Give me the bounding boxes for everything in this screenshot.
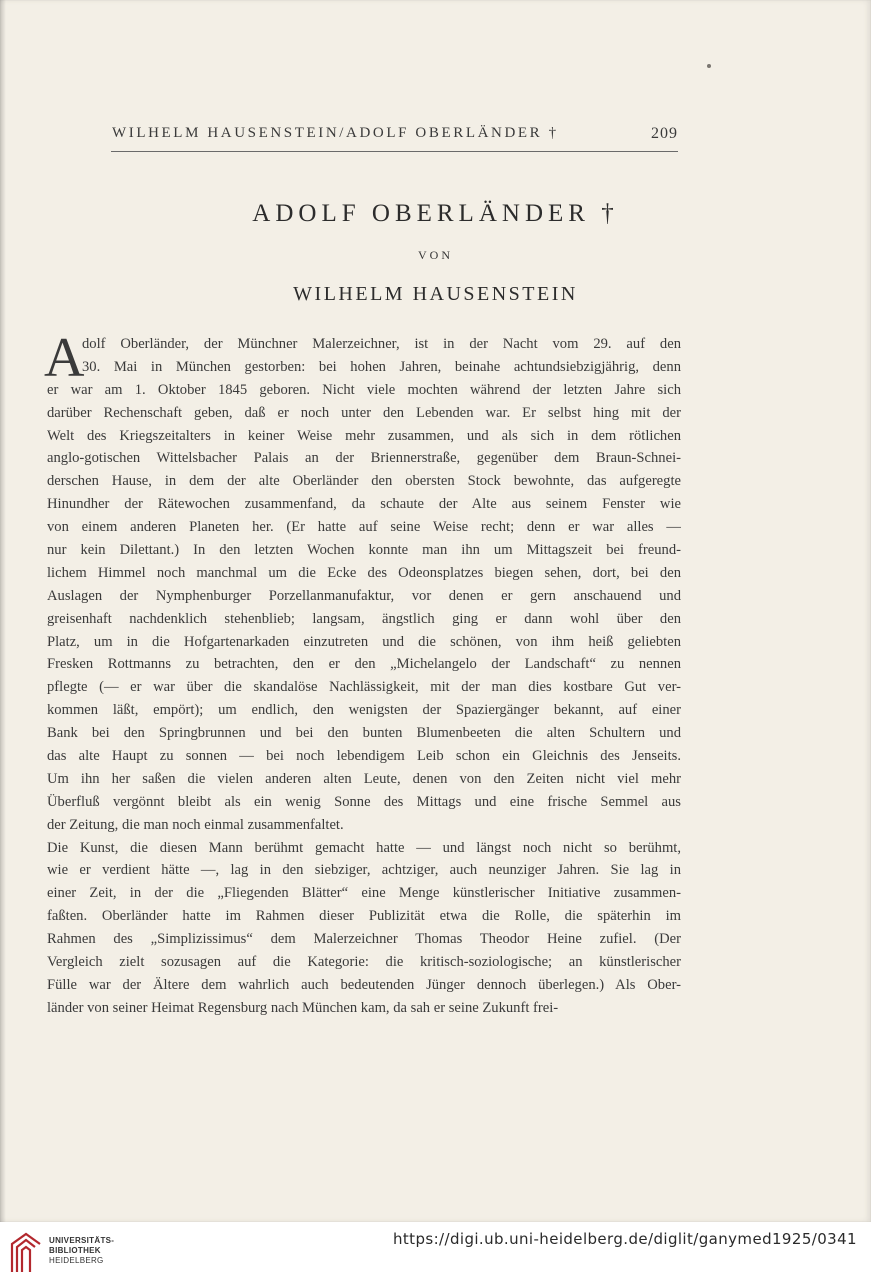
library-logo-text [49,1236,114,1266]
body-line: faßten. Oberländer hatte im Rahmen dieser Publizität etwa die Rolle, die späterhin im [47,908,681,925]
logo-line-1: UNIVERSITÄTS- [49,1236,115,1245]
page-number: 209 [651,125,678,142]
body-line: Fresken Rottmanns zu betrachten, den er den „Michelangelo der Landschaft“ zu nennen [47,656,681,673]
body-line: Rahmen des „Simplizissimus“ dem Malerzeichner Thomas Theodor Heine zufiel. (Der [47,931,681,948]
body-line: Bank bei den Springbrunnen und bei den bunten Blumenbeeten die alten Schultern und [47,725,681,742]
article-author: WILHELM HAUSENSTEIN [293,283,578,305]
page-shadow-edge [0,0,6,1222]
body-line: länder von seiner Heimat Regensburg nach München kam, da sah er seine Zukunft frei- [47,999,559,1016]
body-line: greisenhaft nachdenklich stehenblieb; langsam, ängstlich ging er dann wohl über den [47,610,681,627]
university-library-logo-icon [8,1230,44,1274]
body-line: wie er verdient hätte —, lag in den siebziger, achtziger, auch neunziger Jahren. Sie lag in [47,862,681,879]
paper-spot [707,64,711,68]
viewer-footer [0,1222,871,1283]
body-line: Die Kunst, die diesen Mann berühmt gemacht hatte — und längst noch nicht so berühmt, [47,839,681,856]
body-line: kommen läßt, empört); um endlich, den wenigsten der Spaziergänger bekannt, auf einer [47,702,681,719]
body-line: von einem anderen Planeten her. (Er hatte auf seine Weise recht; denn er war alles — [47,519,681,536]
body-line: Hinundher der Rätewochen zusammenfand, da schaute der Alte aus seinem Fenster wie [47,496,681,513]
body-line: Überfluß vergönnt bleibt als ein wenig Sonne des Mittags und eine frische Semmel aus [47,793,681,810]
article-body [44,327,681,1020]
body-line: darüber Rechenschaft geben, daß er noch unter den Lebenden war. Er selbst hing mit der [47,404,681,421]
article-title: ADOLF OBERLÄNDER † [252,200,619,227]
body-line: dolf Oberländer, der Münchner Malerzeichner, ist in der Nacht vom 29. auf den [82,336,681,352]
body-line: Um ihn her saßen die vielen anderen alten Leute, denen von den Zeiten nicht viel mehr [47,770,681,787]
body-line: nur kein Dilettant.) In den letzten Wochen konnte man ihn um Mittagszeit bei freund- [47,542,681,559]
body-line: Auslagen der Nymphenburger Porzellanmanufaktur, vor denen er gern anschauend und [47,587,681,604]
body-line: das alte Haupt zu sonnen — bei noch lebendigem Leib schon ein Gleichnis des Jenseits. [47,748,681,765]
permalink-url[interactable]: https://digi.ub.uni-heidelberg.de/diglit/ganymed1925/0341 [392,1230,857,1248]
body-line: der Zeitung, die man noch einmal zusammenfaltet. [47,816,344,833]
body-line: einer Zeit, in der die „Fliegenden Blätter“ eine Menge künstlerischer Initiative zusammen- [47,885,681,902]
body-line: Vergleich zielt sozusagen auf die Kategorie: die kritisch-soziologische; an künstlerischer [47,954,681,971]
running-head-title: WILHELM HAUSENSTEIN/ADOLF OBERLÄNDER † [112,125,559,141]
body-line: 30. Mai in München gestorben: bei hohen Jahren, beinahe achtundsiebzigjährig, denn [82,358,681,375]
body-line: anglo-gotischen Wittelsbacher Palais an der Briennerstraße, gegenüber dem Braun-Schnei- [47,450,681,467]
running-head [112,125,678,149]
body-line: Fülle war der Ältere dem wahrlich auch bedeutenden Jünger dennoch überlegen.) Als Ober- [47,976,681,993]
body-line: Platz, um in die Hofgartenarkaden einzutreten und die schönen, von ihm heiß geliebten [47,633,681,650]
body-line: pflegte (— er war über die skandalöse Nachlässigkeit, mit der man dies kostbare Gut ver- [47,679,681,696]
logo-line-2: BIBLIOTHEK [49,1246,101,1255]
body-line: derschen Hause, in dem der alte Oberländer den obersten Stock bewohnte, das aufgeregte [47,473,681,490]
byline-von: VON [418,248,453,262]
body-line: Welt des Kriegszeitalters in keiner Weise mehr zusammen, und als sich in dem rötlichen [47,427,681,444]
logo-line-3: HEIDELBERG [49,1256,104,1265]
header-rule [111,151,678,152]
body-line: er war am 1. Oktober 1845 geboren. Nicht viele mochten während der letzten Jahre sich [47,381,681,398]
body-line: lichem Himmel noch manchmal um die Ecke des Odeonsplatzes biegen sehen, dort, bei den [47,564,681,581]
drop-cap: A [44,327,85,389]
